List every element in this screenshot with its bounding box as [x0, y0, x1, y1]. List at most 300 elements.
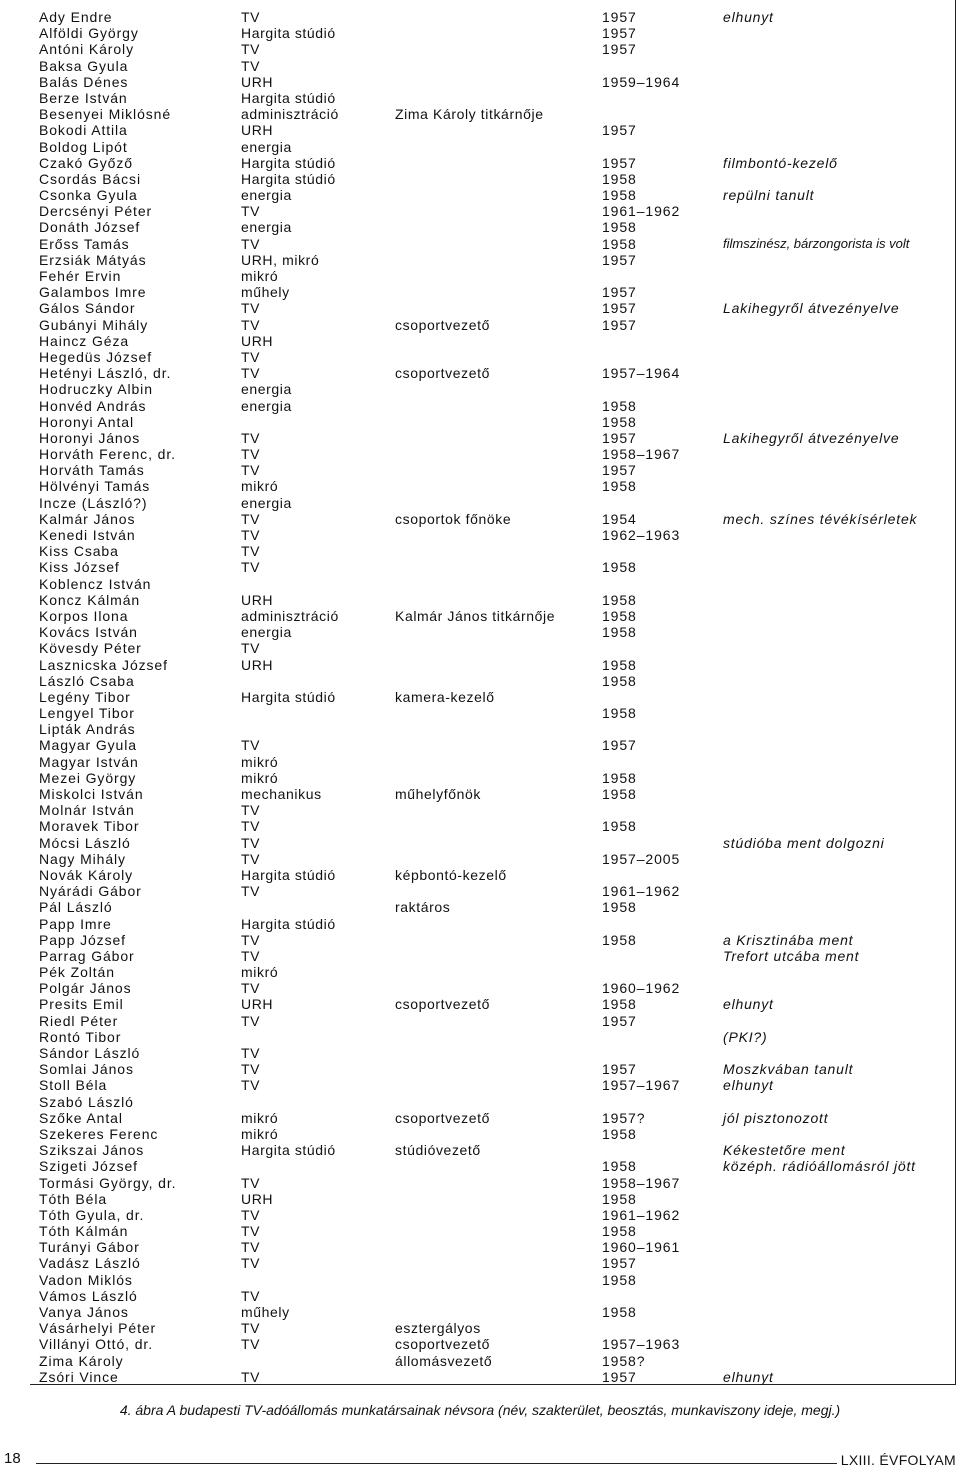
area-cell: mikró: [241, 1109, 279, 1126]
table-row: [39, 916, 954, 932]
area-cell: Hargita stúdió: [241, 688, 336, 705]
years-cell: 1957–1967: [602, 1077, 681, 1094]
area-cell: TV: [241, 57, 261, 74]
table-row: [39, 284, 954, 300]
table-row: [39, 657, 954, 673]
table-row: [39, 1223, 954, 1239]
area-cell: TV: [241, 1174, 261, 1191]
area-cell: TV: [241, 1061, 261, 1078]
name-cell: Dercsényi Péter: [39, 203, 153, 220]
name-cell: Mezei György: [39, 769, 137, 786]
name-cell: Korpos Ilona: [39, 607, 129, 624]
years-cell: 1958: [602, 559, 637, 576]
name-cell: Horváth Tamás: [39, 462, 145, 479]
name-cell: Erzsiák Mátyás: [39, 251, 147, 268]
table-row: [39, 1061, 954, 1077]
page-number: 18: [4, 1450, 25, 1467]
years-cell: 1958: [602, 769, 637, 786]
table-row: [39, 155, 954, 171]
note-cell: Lakihegyről átvezényelve: [723, 429, 900, 446]
table-row: [39, 980, 954, 996]
area-cell: URH: [241, 122, 274, 139]
years-cell: 1957: [602, 1061, 637, 1078]
area-cell: TV: [241, 1223, 261, 1240]
table-row: [39, 705, 954, 721]
name-cell: Bokodi Attila: [39, 122, 128, 139]
role-cell: csoportvezető: [395, 1336, 490, 1353]
table-row: [39, 333, 954, 349]
area-cell: TV: [241, 1336, 261, 1353]
years-cell: 1958: [602, 607, 637, 624]
name-cell: Kiss Csaba: [39, 543, 119, 560]
name-cell: László Csaba: [39, 672, 135, 689]
area-cell: energia: [241, 219, 292, 236]
name-cell: Miskolci István: [39, 786, 144, 802]
name-cell: Galambos Imre: [39, 284, 147, 301]
area-cell: energia: [241, 381, 292, 398]
name-cell: Csonka Gyula: [39, 187, 138, 204]
table-row: [39, 430, 954, 446]
name-cell: Lipták András: [39, 721, 136, 738]
years-cell: 1958: [602, 1190, 637, 1207]
table-row: [39, 203, 954, 219]
years-cell: 1957: [602, 316, 637, 333]
years-cell: 1958: [602, 1271, 637, 1288]
name-cell: Pál László: [39, 899, 113, 916]
table-row: [39, 559, 954, 575]
table-row: [39, 1110, 954, 1126]
note-cell: elhunyt: [723, 996, 774, 1013]
years-cell: 1958: [602, 996, 637, 1013]
years-cell: 1957: [602, 41, 637, 58]
role-cell: csoportvezető: [395, 996, 490, 1013]
area-cell: TV: [241, 1206, 261, 1223]
table-row: [39, 754, 954, 770]
name-cell: Szőke Antal: [39, 1109, 123, 1126]
table-row: [39, 689, 954, 705]
table-row: [39, 608, 954, 624]
area-cell: TV: [241, 1320, 261, 1337]
table-row: [39, 883, 954, 899]
table-row: [39, 786, 954, 802]
name-cell: Zima Károly: [39, 1352, 124, 1369]
note-cell: Trefort utcába ment: [723, 947, 860, 964]
name-cell: Magyar Gyula: [39, 737, 137, 754]
note-cell: stúdióba ment dolgozni: [723, 834, 885, 851]
name-cell: Ady Endre: [39, 9, 113, 25]
name-cell: Szabó László: [39, 1093, 134, 1110]
area-cell: mechanikus: [241, 786, 322, 802]
table-row: [39, 1191, 954, 1207]
name-cell: Erőss Tamás: [39, 235, 130, 252]
staff-table: [39, 9, 954, 1385]
area-cell: mikró: [241, 753, 279, 770]
table-row: [39, 835, 954, 851]
table-row: [39, 414, 954, 430]
name-cell: Hetényi László, dr.: [39, 365, 172, 382]
years-cell: 1961–1962: [602, 1206, 681, 1223]
name-cell: Hodruczky Albin: [39, 381, 153, 398]
table-row: [39, 527, 954, 543]
name-cell: Novák Károly: [39, 866, 134, 883]
area-cell: TV: [241, 818, 261, 835]
years-cell: 1958: [602, 1158, 637, 1175]
name-cell: Nagy Mihály: [39, 850, 126, 867]
years-cell: 1958: [602, 818, 637, 835]
table-row: [39, 25, 954, 41]
note-cell: filmbontó-kezelő: [723, 154, 838, 171]
area-cell: TV: [241, 9, 261, 25]
table-row: [39, 592, 954, 608]
name-cell: Papp Imre: [39, 915, 112, 932]
years-cell: 1958: [602, 672, 637, 689]
table-row: [39, 1029, 954, 1045]
area-cell: TV: [241, 235, 261, 252]
role-cell: csoportvezető: [395, 1109, 490, 1126]
table-row: [39, 737, 954, 753]
table-row: [39, 236, 954, 252]
table-row: [39, 478, 954, 494]
name-cell: Balás Dénes: [39, 73, 129, 90]
area-cell: TV: [241, 203, 261, 220]
years-cell: 1957: [602, 300, 637, 317]
table-row: [39, 1045, 954, 1061]
years-cell: 1962–1963: [602, 527, 681, 543]
role-cell: képbontó-kezelő: [395, 866, 507, 883]
table-row: [39, 1175, 954, 1191]
years-cell: 1958: [602, 786, 637, 802]
name-cell: Kalmár János: [39, 510, 136, 527]
role-cell: kamera-kezelő: [395, 688, 495, 705]
table-row: [39, 640, 954, 656]
name-cell: Vásárhelyi Péter: [39, 1320, 157, 1337]
name-cell: Horonyi János: [39, 429, 141, 446]
name-cell: Haincz Géza: [39, 332, 130, 349]
table-row: [39, 899, 954, 915]
years-cell: 1960–1961: [602, 1239, 681, 1256]
table-row: [39, 1353, 954, 1369]
name-cell: Szekeres Ferenc: [39, 1125, 159, 1142]
name-cell: Nyárádi Gábor: [39, 883, 142, 900]
name-cell: Vámos László: [39, 1287, 138, 1304]
years-cell: 1957: [602, 429, 637, 446]
note-cell: mech. színes tévékísérletek: [723, 510, 918, 527]
years-cell: 1957: [602, 1255, 637, 1272]
area-cell: energia: [241, 494, 292, 511]
area-cell: TV: [241, 834, 261, 851]
name-cell: Szikszai János: [39, 1142, 145, 1159]
area-cell: TV: [241, 1077, 261, 1094]
name-cell: Polgár János: [39, 980, 132, 997]
table-row: [39, 106, 954, 122]
table-row: [39, 770, 954, 786]
note-cell: elhunyt: [723, 1368, 774, 1385]
table-row: [39, 818, 954, 834]
table-row: [39, 802, 954, 818]
table-row: [39, 41, 954, 57]
area-cell: TV: [241, 980, 261, 997]
role-cell: Kalmár János titkárnője: [395, 607, 556, 624]
years-cell: 1958–1967: [602, 446, 681, 463]
table-row: [39, 1239, 954, 1255]
area-cell: TV: [241, 1287, 261, 1304]
name-cell: Kövesdy Péter: [39, 640, 142, 657]
table-row: [39, 1126, 954, 1142]
area-cell: URH: [241, 996, 274, 1013]
name-cell: Moravek Tibor: [39, 818, 140, 835]
table-row: [39, 964, 954, 980]
note-cell: Lakihegyről átvezényelve: [723, 300, 900, 317]
table-row: [39, 74, 954, 90]
table-row: [39, 1320, 954, 1336]
area-cell: TV: [241, 1239, 261, 1256]
area-cell: műhely: [241, 1304, 290, 1320]
note-cell: (PKI?): [723, 1028, 768, 1045]
area-cell: mikró: [241, 268, 279, 284]
name-cell: Gubányi Mihály: [39, 316, 149, 333]
table-row: [39, 1272, 954, 1288]
table-row: [39, 576, 954, 592]
table-row: [39, 446, 954, 462]
area-cell: URH: [241, 73, 274, 90]
area-cell: TV: [241, 737, 261, 754]
name-cell: Hegedüs József: [39, 348, 152, 365]
years-cell: 1958: [602, 397, 637, 414]
table-row: [39, 1142, 954, 1158]
table-row: [39, 139, 954, 155]
table-row: [39, 381, 954, 397]
area-cell: TV: [241, 1368, 261, 1385]
years-cell: 1957–1963: [602, 1336, 681, 1353]
name-cell: Fehér Ervin: [39, 268, 122, 284]
name-cell: Kenedi István: [39, 527, 136, 543]
area-cell: energia: [241, 187, 292, 204]
name-cell: Gálos Sándor: [39, 300, 136, 317]
area-cell: URH, mikró: [241, 251, 320, 268]
table-row: [39, 1304, 954, 1320]
table-row: [39, 948, 954, 964]
years-cell: 1961–1962: [602, 203, 681, 220]
role-cell: stúdióvezető: [395, 1142, 481, 1159]
name-cell: Tóth Gyula, dr.: [39, 1206, 145, 1223]
years-cell: 1958: [602, 705, 637, 722]
name-cell: Turányi Gábor: [39, 1239, 140, 1256]
area-cell: URH: [241, 1190, 274, 1207]
name-cell: Pék Zoltán: [39, 964, 115, 981]
table-row: [39, 252, 954, 268]
name-cell: Vanya János: [39, 1304, 129, 1320]
name-cell: Czakó Győző: [39, 154, 133, 171]
table-row: [39, 398, 954, 414]
years-cell: 1957: [602, 122, 637, 139]
area-cell: Hargita stúdió: [241, 170, 336, 187]
years-cell: 1957?: [602, 1109, 646, 1126]
name-cell: Baksa Gyula: [39, 57, 129, 74]
name-cell: Tóth Béla: [39, 1190, 108, 1207]
area-cell: TV: [241, 1045, 261, 1061]
name-cell: Legény Tibor: [39, 688, 131, 705]
table-row: [39, 1077, 954, 1093]
name-cell: Villányi Ottó, dr.: [39, 1336, 153, 1353]
name-cell: Rontó Tibor: [39, 1028, 122, 1045]
area-cell: Hargita stúdió: [241, 25, 336, 42]
years-cell: 1957: [602, 25, 637, 42]
table-row: [39, 1207, 954, 1223]
name-cell: Horváth Ferenc, dr.: [39, 446, 176, 463]
name-cell: Koncz Kálmán: [39, 591, 141, 608]
years-cell: 1954: [602, 510, 637, 527]
area-cell: TV: [241, 1012, 261, 1029]
area-cell: TV: [241, 316, 261, 333]
area-cell: mikró: [241, 964, 279, 981]
figure-caption: 4. ábra A budapesti TV-adóállomás munkatársainak névsora (név, szakterület, beosztás, munkaviszony ideje, megj.): [119, 1402, 841, 1418]
name-cell: Besenyei Miklósné: [39, 106, 172, 123]
area-cell: TV: [241, 462, 261, 479]
area-cell: URH: [241, 656, 274, 673]
table-row: [39, 851, 954, 867]
table-row: [39, 219, 954, 235]
role-cell: állomásvezető: [395, 1352, 493, 1369]
years-cell: 1957: [602, 154, 637, 171]
role-cell: raktáros: [395, 899, 451, 916]
area-cell: TV: [241, 41, 261, 58]
role-cell: csoportvezető: [395, 316, 490, 333]
years-cell: 1958: [602, 591, 637, 608]
role-cell: műhelyfőnök: [395, 786, 481, 802]
area-cell: TV: [241, 802, 261, 819]
years-cell: 1961–1962: [602, 883, 681, 900]
note-cell: elhunyt: [723, 1077, 774, 1094]
name-cell: Horonyi Antal: [39, 413, 134, 430]
years-cell: 1958: [602, 899, 637, 916]
role-cell: esztergályos: [395, 1320, 481, 1337]
name-cell: Hölvényi Tamás: [39, 478, 151, 495]
name-cell: Tormási György, dr.: [39, 1174, 177, 1191]
area-cell: mikró: [241, 1125, 279, 1142]
table-row: [39, 90, 954, 106]
area-cell: mikró: [241, 769, 279, 786]
area-cell: energia: [241, 624, 292, 641]
table-row: [39, 721, 954, 737]
name-cell: Sándor László: [39, 1045, 141, 1061]
area-cell: TV: [241, 883, 261, 900]
area-cell: energia: [241, 397, 292, 414]
years-cell: 1958: [602, 1125, 637, 1142]
name-cell: Somlai János: [39, 1061, 134, 1078]
area-cell: TV: [241, 365, 261, 382]
note-cell: a Krisztinába ment: [723, 931, 854, 948]
area-cell: TV: [241, 527, 261, 543]
table-row: [39, 673, 954, 689]
name-cell: Molnár István: [39, 802, 135, 819]
table-row: [39, 495, 954, 511]
years-cell: 1958: [602, 219, 637, 236]
name-cell: Parrag Gábor: [39, 947, 135, 964]
name-cell: Donáth József: [39, 219, 141, 236]
area-cell: TV: [241, 640, 261, 657]
table-row: [39, 996, 954, 1012]
years-cell: 1960–1962: [602, 980, 681, 997]
area-cell: TV: [241, 543, 261, 560]
name-cell: Mócsi László: [39, 834, 131, 851]
years-cell: 1958: [602, 1223, 637, 1240]
years-cell: 1958: [602, 624, 637, 641]
name-cell: Zsóri Vince: [39, 1368, 119, 1385]
name-cell: Magyar István: [39, 753, 139, 770]
name-cell: Alföldi György: [39, 25, 139, 42]
name-cell: Kiss József: [39, 559, 120, 576]
years-cell: 1958–1967: [602, 1174, 681, 1191]
role-cell: csoportok főnöke: [395, 510, 512, 527]
years-cell: 1958: [602, 478, 637, 495]
years-cell: 1958: [602, 1304, 637, 1320]
years-cell: 1958: [602, 931, 637, 948]
name-cell: Szigeti József: [39, 1158, 138, 1175]
note-cell: Moszkvában tanult: [723, 1061, 854, 1078]
name-cell: Lasznicska József: [39, 656, 168, 673]
table-row: [39, 9, 954, 25]
name-cell: Riedl Péter: [39, 1012, 119, 1029]
area-cell: TV: [241, 1255, 261, 1272]
years-cell: 1958: [602, 187, 637, 204]
note-cell: elhunyt: [723, 9, 774, 25]
name-cell: Koblencz István: [39, 575, 152, 592]
area-cell: TV: [241, 510, 261, 527]
years-cell: 1957: [602, 284, 637, 301]
note-cell: középh. rádióállomásról jött: [723, 1158, 916, 1175]
table-row: [39, 122, 954, 138]
area-cell: TV: [241, 300, 261, 317]
table-row: [39, 1013, 954, 1029]
table-row: [39, 365, 954, 381]
table-row: [39, 1288, 954, 1304]
area-cell: URH: [241, 332, 274, 349]
area-cell: TV: [241, 559, 261, 576]
years-cell: 1957–1964: [602, 365, 681, 382]
table-row: [39, 349, 954, 365]
area-cell: URH: [241, 591, 274, 608]
note-cell: repülni tanult: [723, 187, 815, 204]
table-row: [39, 543, 954, 559]
area-cell: TV: [241, 429, 261, 446]
table-row: [39, 317, 954, 333]
name-cell: Presits Emil: [39, 996, 124, 1013]
table-row: [39, 268, 954, 284]
years-cell: 1957: [602, 737, 637, 754]
years-cell: 1957–2005: [602, 850, 681, 867]
name-cell: Vadon Miklós: [39, 1271, 133, 1288]
area-cell: adminisztráció: [241, 607, 339, 624]
table-row: [39, 932, 954, 948]
area-cell: Hargita stúdió: [241, 1142, 336, 1159]
years-cell: 1959–1964: [602, 73, 681, 90]
volume-label: LXIII. ÉVFOLYAM: [837, 1452, 956, 1468]
name-cell: Incze (László?): [39, 494, 148, 511]
name-cell: Kovács István: [39, 624, 138, 641]
table-row: [39, 624, 954, 640]
footer-rule: [36, 1463, 956, 1464]
area-cell: Hargita stúdió: [241, 89, 336, 106]
years-cell: 1957: [602, 1368, 637, 1385]
years-cell: 1958: [602, 170, 637, 187]
name-cell: Tóth Kálmán: [39, 1223, 129, 1240]
table-row: [39, 1336, 954, 1352]
name-cell: Antóni Károly: [39, 41, 134, 58]
years-cell: 1958?: [602, 1352, 646, 1369]
area-cell: adminisztráció: [241, 106, 339, 123]
name-cell: Honvéd András: [39, 397, 147, 414]
name-cell: Stoll Béla: [39, 1077, 108, 1094]
